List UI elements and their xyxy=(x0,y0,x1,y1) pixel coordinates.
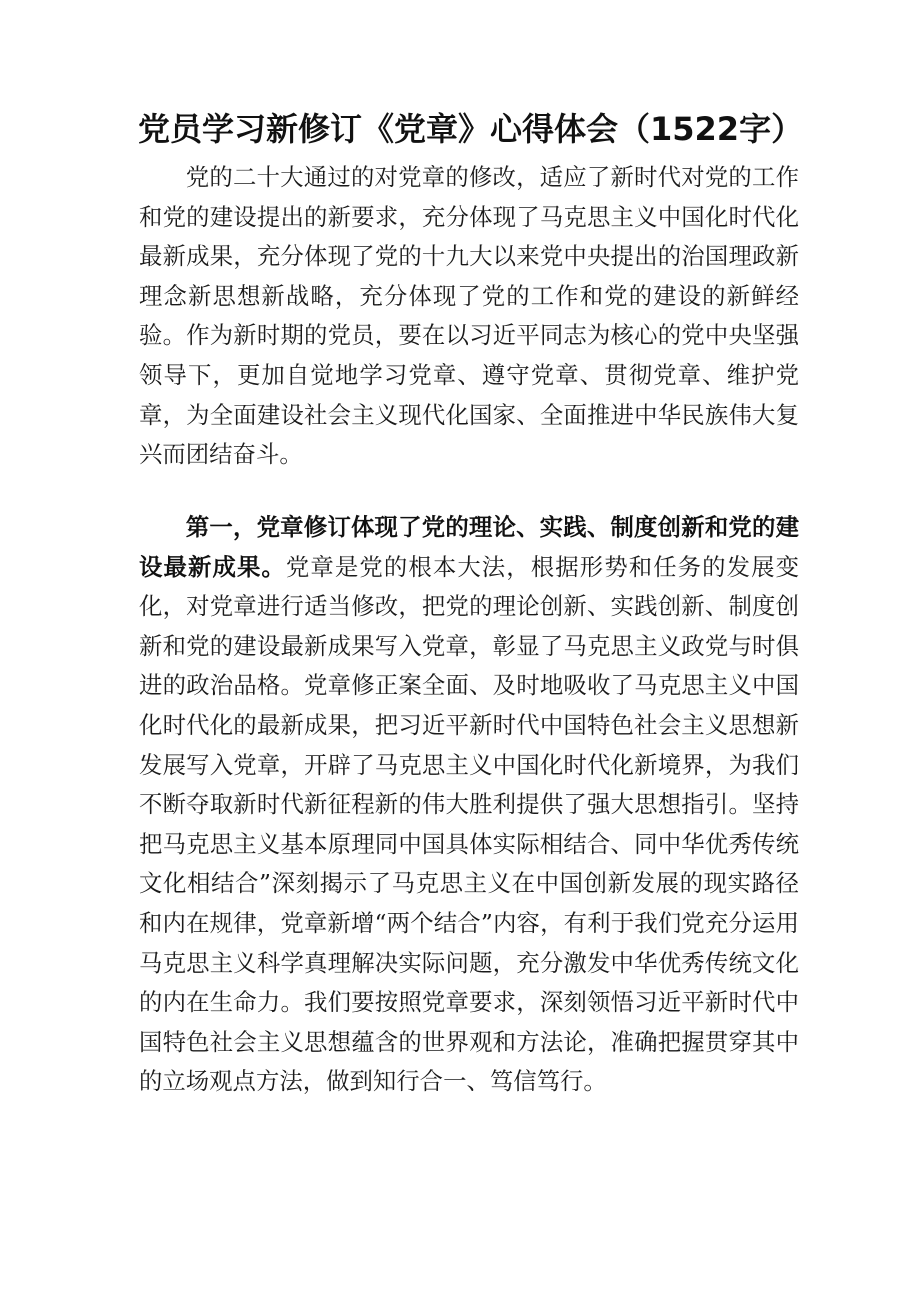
paragraph-first-point xyxy=(139,508,799,1102)
paragraph-intro xyxy=(139,158,799,475)
paragraph-intro-text: 党的二十大通过的对党章的修改，适应了新时代对党的工作和党的建设提出的新要求，充分体现了马克思主义中国化时代化最新成果，充分体现了党的十九大以来党中央提出的治国理政新理念新思想新战略，充分体现了党的工作和党的建设的新鲜经验。作为新时期的党员，要在以习近平同志为核心的党中央坚强领导下，更加自觉地学习党章、遵守党章、贯彻党章、维护党章，为全面建设社会主义现代化国家、全面推进中华民族伟大复兴而团结奋斗。 xyxy=(139,163,799,469)
document-title: 党员学习新修订《党章》心得体会（1522字） xyxy=(138,110,804,148)
paragraph-first-point-text: 党章是党的根本大法，根据形势和任务的发展变化，对党章进行适当修改，把党的理论创新、实践创新、制度创新和党的建设最新成果写入党章，彰显了马克思主义政党与时俱进的政治品格。党章修正案全面、及时地吸收了马克思主义中国化时代化的最新成果，把习近平新时代中国特色社会主义思想新发展写入党章，开辟了马克思主义中国化时代化新境界，为我们不断夺取新时代新征程新的伟大胜利提供了强大思想指引。坚持把马克思主义基本原理同中国具体实际相结合、同中华优秀传统文化相结合”深刻揭示了马克思主义在中国创新发展的现实路径和内在规律，党章新增“两个结合”内容，有利于我们党充分运用马克思主义科学真理解决实际问题，充分激发中华优秀传统文化的内在生命力。我们要按照党章要求，深刻领悟习近平新时代中国特色社会主义思想蕴含的世界观和方法论，准确把握贯穿其中的立场观点方法，做到知行合一、笃信笃行。 xyxy=(139,552,800,1096)
paragraph-first-point-heading: 第一，党章修订体现了党的理论、实践、制度创新和党的建设最新成果。 xyxy=(139,513,799,581)
